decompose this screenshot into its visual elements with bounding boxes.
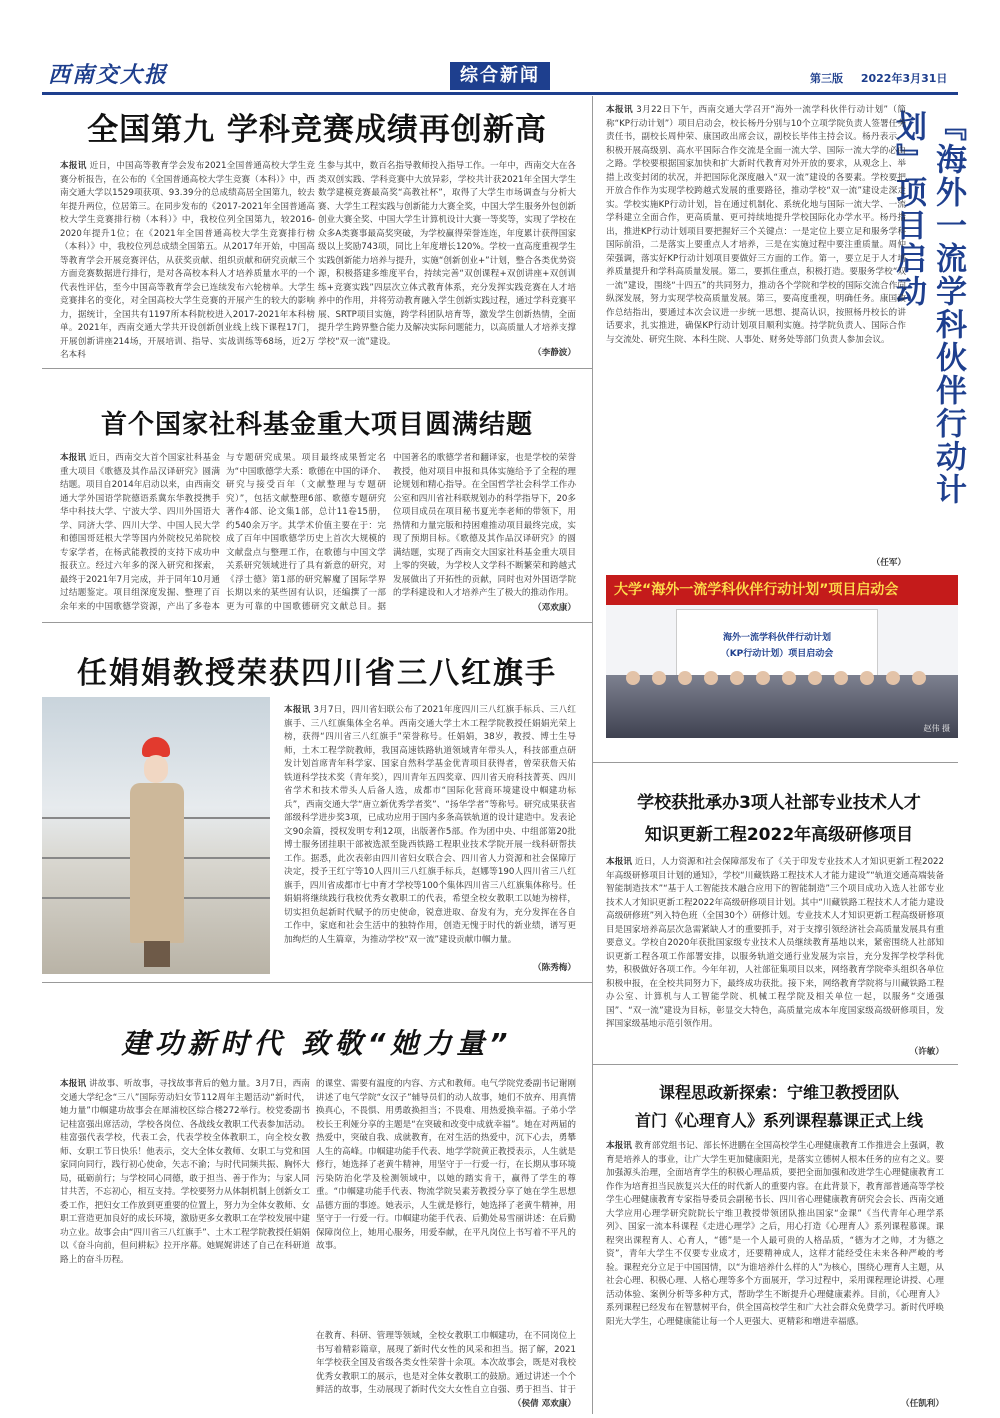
column-divider	[592, 96, 593, 1414]
article-4-lead: 本报讯	[60, 1079, 87, 1089]
article-2-byline: （邓欢康）	[533, 603, 576, 613]
divider	[592, 762, 958, 763]
article-3-title: 任娟娟教授荣获四川省三八红旗手	[77, 656, 557, 691]
page-number: 第三版	[810, 72, 843, 85]
article-5-col-1	[606, 104, 906, 559]
article-6-lead: 本报讯	[606, 857, 633, 867]
article-4-text-3: 在教育、科研、管理等领域，全校女教职工巾帼建功，在不同岗位上书写着精彩篇章，展现了新时代女性的风采和担当。据了解，2021年学校获全国及省级各类女性荣誉十余项。本次故事会，既是对我校优秀女教职工的展示，也是对全体女教职工的鼓励。通过讲述一个个鲜活的故事，生动展现了新时代交大女性自立自强、勇于担当、甘于	[316, 1331, 576, 1395]
article-7-title-1: 课程思政新探索：宁维卫教授团队	[658, 1083, 899, 1102]
article-2-title: 首个国家社科基金重大项目圆满结题	[100, 410, 533, 440]
article-2-col-1	[60, 452, 220, 614]
masthead	[0, 0, 1000, 96]
article-5-title: 『海外一流学科伙伴行动计划』项目启动	[890, 110, 966, 506]
article-1-text-2: 生参与其中，数百名指导教师投入指导工作。一年中，西南交大在各类双创实践、学科竞赛中大放异彩，学校共计获2021年全国大学生数学建模竞赛最高奖“高教社杯”，取得了大学生市场调查与分析大赛、大学生工程实践与创新能力大赛全奖，中国大学生服务外包创新创业大赛全奖、中国大学生计算机设计大赛一等奖等，实现了学校在众多A类赛事最高奖突破，为学校赢得荣誉连连，年度累计获得国家级以上奖励743项，同比上年度增长120%。学校一直高度重视学生实践创新能力培养与提升，实施“创新创业+”计划，整合各类优势资源，积极搭建多维度平台，持续完善“双创课程+双创讲座+双创训练+竞赛实践”四层次立体式教育体系，充分发挥实践竞赛在人才培养中的作用，并将劳动教育融入学生创新实践过程，通过学科竞赛平展、SRTP项目实施，跨学科团队培育等，激发学生创新热情，全面提升学生跨界整合能力及解决实际问题能力，以高质量人才培养支撑学校“双一流”建设。	[318, 161, 576, 347]
masthead-rule	[42, 92, 958, 95]
article-2-lead: 本报讯	[60, 453, 87, 463]
article-4-text-2: 的课堂、需要有温度的内容、方式和教师。电气学院党委副书记谢刚讲述了电气学院“女汉子”辅导员们的动人故事，她们不放弃、用真情换真心，不畏惧、用勇敢换担当；不畏难、用热爱换幸福。子弟小学校长王利娅分享的主题是“在突破和改变中成就幸福”。她在对两届的热爱中，突破自我、成就教育，在对生活的热爱中，沉下心去，勇攀人生的高峰。巾帼建功能手代表、地学学院黄正教授表示，人生就是修行，她选择了老黄牛精神，用坚守于一行爱一行，在长期从事环境污染防治化学及检测领域中，以她的踏实肯干，赢得了学生的尊重。“巾帼建功能手代表、物流学院吴素芳教授分享了她在学生思想品德方面的事迹。她表示，人生就是修行，她选择了老黄牛精神，用坚守于一行爱一行。巾帼建功能手代表、后勤处易雪丽讲述：在后勤保障岗位上，她用心服务，用爱奉献，在平凡岗位上书写着不平凡的故事。	[316, 1079, 576, 1251]
event-banner: 大学“海外一流学科伙伴行动计划”项目启动会	[606, 575, 958, 605]
article-4-title: 建功新时代 致敬“她力量”	[121, 1027, 513, 1060]
hard-hat-icon	[142, 737, 170, 757]
screen-text-2: （KP行动计划）项目启动会	[720, 649, 834, 659]
article-2-text-1: 近日，西南交大首个国家社科基金重大项目《歌德及其作品汉译研究》圆满结题。项目自2014年启动以来，由西南交通大学外国语学院德语系冀东华教授携手华中科技大学、宁波大学、四川外国语大学、同济大学、四川大学、中国人民大学和德国哥廷根大学等国内外院校兄弟院校专家学者，在杨武能教授的支持下成功申报获立。经过六年多的深入研究和探索，最终于2021年7月完成，并于同年10月通过结题鉴定。项目组深度发掘、整理了百余年来的中国歌德学资源，产出了多卷本	[60, 453, 220, 612]
article-6-byline: （许敏）	[909, 1047, 944, 1057]
article-3-byline: （陈秀梅）	[533, 963, 576, 973]
article-7-title-2: 首门《心理育人》系列课程慕课正式上线	[634, 1111, 923, 1130]
article-1-col-2	[318, 160, 576, 360]
article-7-lead: 本报讯	[606, 1141, 632, 1151]
divider	[42, 622, 592, 623]
article-2-text-3: 中国著名的歌德学者和翻译家，也是学校的荣誉教授，他对项目申报和具体实施给予了全程的理论规划和精心指导。在全国哲学社会科学工作办公室和四川省社科联规划办的科学指导下，20多位项目成员在项目秘书夏光李老师的带领下，用热情和力量完版和持困难推动项目最终完成，实现了预期目标。《歌德及其作品汉译研究》的圆满结题，实现了西南交大国家社科基金重大项目上零的突破，为学校人文学科不断繁荣和跨越式发展做出了开拓性的贡献，同时也对外国语学院的学科建设和人才培养产生了极大的推动作用。	[393, 453, 576, 598]
article-7-byline: （任凯利）	[901, 1399, 944, 1409]
person-figure	[130, 737, 184, 967]
newspaper-logo: 西南交大报	[48, 62, 169, 88]
article-2-col-2	[226, 452, 386, 614]
article-5-text-1: 3月22日下午，西南交通大学召开“海外一流学科伙伴行动计划”（简称“KP行动计划”）项目启动会，校长杨丹分别与10个立项学院负责人签署任务责任书，副校长周仲荣、康国政出席会议，副校长毕伟主持会议。杨丹表示，积极开展高级别、高水平国际合作交流是全面一流大学、国际一流大学的必由之路。学校要根据国家加快和扩大新时代教育对外开放的要求，从观念上、举措上改变封闭的状况，并把国际化深度融入“双一流”建设的各要素。学校要把开放合作作为实现学校跨越式发展的重要路径，推动学校“双一流”建设走深走实。学校实施KP行动计划，旨在通过机制化、系统化地与国际一流大学、一流学科建立全面合作，更高质量、更可持续地提升学校国际化办学水平。杨丹指出，推进KP行动计划项目要把握好三个关键点：一是定位上要立足和服务学科国际前沿，二是落实上要重点人才培养，三是在实施过程中要注重质量。周仲荣强调，落实好KP行动计划项目要做好三方面的工作。第一，要立足于人才培养质量提升和学科高质量发展。第二，要抓住重点，积极打造。要服务学校“双一流”建设，围绕“十四五”的共同努力，推动各个学院和学校的国际交流合作向纵深发展，努力实现学校高质量发展。第三，要高度重视，明确任务。康国政作总结指出，要通过本次会议进一步统一思想、提高认识，按照杨丹校长的讲话要求，扎实推进，确保KP行动计划项目顺利实施。持学院负责人、国际合作与交流处、研究生院、本科生院、人事处、财务处等部门负责人参加会议。	[606, 105, 906, 345]
divider	[42, 368, 592, 369]
article-2-text-2: 与专题研究成果。项目最终成果暂定名为“中国歌德学大系：歌德在中国的译介、研究与接受百年（文献整理与专题研究）”，包括文献整理6部、歌德专题研究著作4部、论文集1部，总计11卷15册，约540余万字。其学术价值主要在于：完成了百年中国歌德学历史上首次大规模的文献盘点与整理工作，在歌德与中国文学关系研究领域进行了具有新意的研究，对《浮士德》第1部的研究解魔了国际学界长期以来的某些固有认识，还编撰了一部更为可靠的中国歌德研究文献总目。据	[226, 453, 386, 612]
article-3-col-1	[284, 704, 576, 972]
article-5-lead: 本报讯	[606, 105, 634, 115]
photo-credit: 赵伟 摄	[923, 724, 950, 733]
article-7-text-1: 教育部党组书记、部长怀进鹏在全国高校学生心理健康教育工作推进会上强调，教育是培养人的事业，让广大学生更加健康阳光，是落实立德树人根本任务的应有之义。要加强源头治理，全面培育学生的积极心理品质，要把全面加强和改进学生心理健康教育工作作为培育担当民族复兴大任的时代新人的重要内容。在此背景下，教育部普通高等学校学生心理健康教育专家指导委员会副秘书长、四川省心理健康教育研究会会长、西南交通大学应用心理学研究院院长宁维卫教授带领团队推出国家“金课”《当代青年心理学系列》、国家一流本科课程《走进心理学》之后，用心打造《心理育人》系列课程慕课。课程突出课程育人、心育人，“德”是一个人最可贵的人格品质，“德为才之帅，才为德之资”，青年大学生不仅要专业成才，还要精神成人，这样才能经受住未来各种严峻的考验。课程充分立足于中国国情，以“为谁培养什么样的人”为核心，围绕心理育人主题，从社会心理、积极心理、人格心理等多个方面展开，学习过程中，采用课程理论讲授、心理活动体验、案例分析等多种方式，帮助学生不断提升心理健康素养。目前，《心理育人》系列课程已经发布在智慧树平台，供全国高校学生和广大社会群众免费学习。新时代呼唤阳光大学生，心理健康能让每一个人更强大、更精彩和增进幸福感。	[606, 1141, 944, 1327]
divider	[592, 1064, 958, 1065]
article-7-col-1	[606, 1140, 944, 1390]
divider	[42, 982, 592, 983]
article-6-col-1	[606, 856, 944, 1046]
article-1-col-1	[60, 160, 315, 365]
screen-text-1: 海外一流学科伙伴行动计划	[722, 633, 831, 643]
article-3-text-1: 3月7日，四川省妇联公布了2021年度四川三八红旗手标兵、三八红旗手、三八红旗集体全名单。西南交通大学土木工程学院教授任娟娟光荣上榜，获得“四川省三八红旗手”荣誉称号。任娟娟，38岁，教授、博士生导师，土木工程学院教师，我国高速铁路轨道领域青年带头人，科技部重点研发计划首席青年科学家、国家自然科学基金优青项目获得者，曾荣获詹天佑铁道科学技术奖（青年奖），四川青年五四奖章、四川省天府科技菁英、四川省学术和技术带头人后备人选，成都市“国际化营商环境建设中帼建功标兵”，西南交通大学“唐立新优秀学者奖”、“扬华学者”等称号。研究成果获省部级科学进步奖3项，已成功应用于国内多条高铁轨道的设计建造中。发表论文90余篇，授权发明专利12项，出版著作5部。作为团中央、中组部第20批博士服务团挂职干部被选派至陇西铁路工程职业技术学院开展一线科研帮扶工作。据悉，此次表彰由四川省妇女联合会、四川省人力资源和社会保障厅决定，授予王红宁等10人四川三八红旗手标兵，赵娜等190人四川省三八红旗手，四川省成都市七中育才学校等100个集体四川省三八红旗集体称号。任娟娟将继续践行我校优秀女教职工的代表，希望全校女教职工以她为榜样，切实担负起新时代赋予的历史使命，锐意进取、奋发有为，充分发挥在各自工作中，家庭和社会生活中的独特作用，创造无愧于时代的新业绩，谱写更加绚烂的人生篇章，为推动学校“双一流”建设贡献巾帼力量。	[284, 705, 576, 945]
article-4-col-3	[316, 1330, 576, 1398]
article-3-lead: 本报讯	[284, 705, 311, 715]
portrait-photo	[42, 697, 270, 974]
event-photo	[606, 575, 958, 738]
section-tag: 综合新闻	[450, 62, 550, 90]
article-4-col-2	[316, 1078, 576, 1328]
article-1-lead: 本报讯	[60, 161, 87, 171]
projection-screen	[676, 609, 878, 681]
article-1-text-1: 近日，中国高等教育学会发布2021全国普通高校大学生竞赛分析报告，在公布的《全国普通高校大学生竞赛（本科）》中，西南交通大学以1529项获项、93.39分的总成绩高居全国第九，较去年提升两位，位居第三。在同步发布的《2017-2021年全国普通高校大学生竞赛排行榜（本科）》中，我校位列全国第九，较2016-2020年提升1位；在《2021年全国普通高校大学生竞赛排行榜（本科）》中，我校位列总成绩全国第五。从2017年开始，中国高等教育学会开展竞赛评估，从获奖贡献、组织贡献和研究贡献三个方面竞赛数据进行排行，是对各高校本科人才培养质量水平的一个代表性评估，至今中国高等教育学会已连续发布六轮榜单。大学生竞赛排名的变化，对全国高校大学生竞赛的开展产生的较大的影响力，据统计，全国共有1197所本科院校进入2017-2021年本科榜单。2021年，西南交通大学共开设创新创业线上线下课程17门，开展创新讲座214场，开展培训、指导、实战训练等68场，近2万名本科	[60, 161, 315, 360]
article-6-title-2: 知识更新工程2022年高级研修项目	[644, 825, 914, 845]
page-info	[810, 70, 961, 86]
article-6-text-1: 近日，人力资源和社会保障部发布了《关于印发专业技术人才知识更新工程2022年高级研修项目计划的通知》，学校“川藏铁路工程技术人才能力建设”“轨道交通高端装备智能制造技术”“基于人工智能技术融合应用下的智能制造”三个项目成功入选人社部专业技术人才知识更新工程2022年高级研修项目计划。其中“川藏铁路工程技术人才能力建设高级研修班”列入特色班（全国30个）研修计划。专业技术人才知识更新工程高级研修项目是国家培养高层次急需紧缺人才的重要抓手，对于支撑引领经济社会高质量发展具有重要意义。学校自2020年获批国家级专业技术人员继续教育基地以来，紧密围绕人社部知识更新工程各项工作部署安排，以服务轨道交通行业发展为宗旨，充分发挥学校学科优势，积极做好各项工作。今年年初，人社部征集项目以来，网络教育学院牵头组织各单位积极申报，在全校共同努力下，最终成功获批。接下来，网络教育学院将与川藏铁路工程办公室、计算机与人工智能学院、机械工程学院及相关单位一起，以服务“交通强国”、“双一流”建设为目标，彰显交大特色，高质量完成本年度国家级高级研修项目，发挥国家级基地示范引领作用。	[606, 857, 944, 1029]
article-4-text-1: 讲故事、听故事，寻找故事背后的勉力量。3月7日，西南交通大学纪念“三八”国际劳动妇女节112周年主题活动“新时代，她力量”巾帼建功故事会在犀浦校区综合楼272举行。校党委副书记桂富强出席活动，学校各岗位、各战线女教职工代表参加活动。桂富强代表学校，代表工会，代表学校全体教职工，向全校女教师、女职工节日快乐！他表示，交大全体女教师、女职工与党和国家同向同行，践行初心使命，矢志不渝；与时代同频共振、胸怀大局，砥砺前行；与学校同心同德，敢于担当、善于作为；与家人同甘共苦，不忘初心，相互支持。学校要努力从体制机制上创新女工委工作，把妇女工作放到更重要的位置上，努力为全体女教师、女职工营造更加良好的成长环境，激励更多女教职工在学校发展中建功立业。故事会由“四川省三八红旗手”、土木工程学院教授任娟娟以《奋斗向前，但问耕耘》拉开序幕。她娓娓讲述了自己在科研道路上的奋斗历程。	[60, 1079, 310, 1265]
issue-date: 2022年3月31日	[860, 72, 948, 85]
article-5-byline: （任军）	[871, 558, 906, 568]
article-4-col-1	[60, 1078, 310, 1408]
article-1-title: 全国第九 学科竞赛成绩再创新高	[87, 112, 547, 148]
article-4-byline: （侯倩 邓欢康）	[512, 1399, 576, 1409]
article-2-col-3	[393, 452, 576, 602]
article-6-title-1: 学校获批承办3项人社部专业技术人才	[637, 793, 921, 813]
article-1-byline: （李静波）	[533, 348, 576, 358]
